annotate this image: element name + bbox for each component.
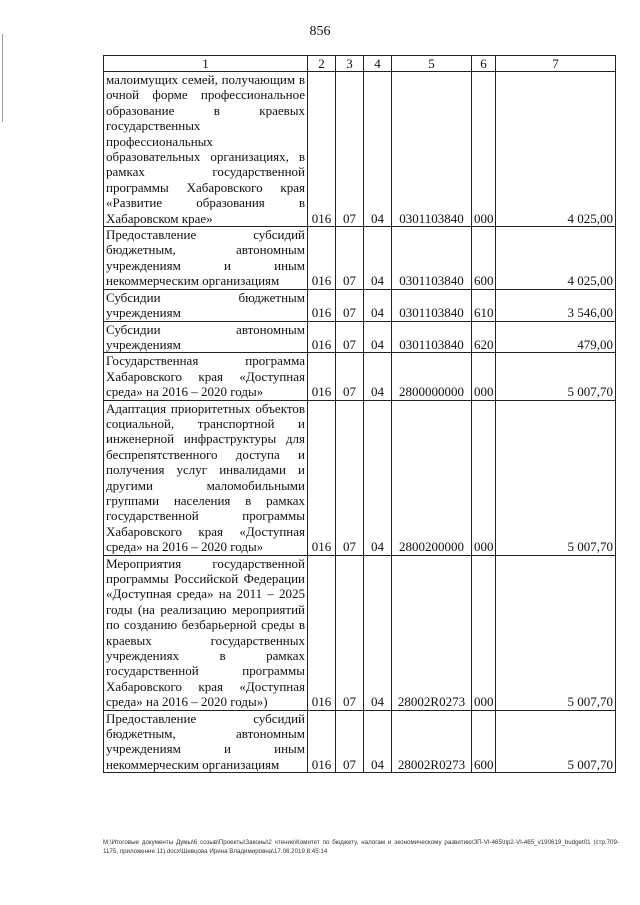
header-col-4: 4	[364, 56, 392, 72]
row-name: Предоставление субсидий бюджетным, автономным учреждениям и иным некоммерческим организациям	[104, 227, 308, 290]
table-row	[104, 289, 616, 321]
header-col-6: 6	[472, 56, 496, 72]
row-name: Предоставление субсидий бюджетным, автономным учреждениям и иным некоммерческим организациям	[104, 710, 308, 773]
header-col-1: 1	[104, 56, 308, 72]
section-code: 07	[336, 72, 364, 227]
table-header-row	[104, 56, 616, 72]
section-code: 07	[336, 227, 364, 290]
amount: 479,00	[496, 321, 616, 353]
expense-code: 600	[472, 227, 496, 290]
document-path-footer: M:\Итоговые документы Думы\6 созыв\Проекты\Законы\2 чтение\Комитет по бюджету, налогам и экономическому развитию\ЗП-VI-465\пр2-VI-465_v190619_budget01 (стр.709-1175, приложение 11).docx\Шевцова Ирина Владимировна\17.06.2019 8:45:14	[103, 839, 619, 855]
ministry-code: 016	[308, 72, 336, 227]
amount: 5 007,70	[496, 400, 616, 555]
ministry-code: 016	[308, 400, 336, 555]
header-col-7: 7	[496, 56, 616, 72]
subsection-code: 04	[364, 227, 392, 290]
header-col-2: 2	[308, 56, 336, 72]
target-code: 2800200000	[392, 400, 472, 555]
table-row	[104, 555, 616, 710]
subsection-code: 04	[364, 555, 392, 710]
row-name: Субсидии бюджетным учреждениям	[104, 289, 308, 321]
target-code: 28002R0273	[392, 710, 472, 773]
page-number: 856	[309, 24, 331, 39]
target-code: 28002R0273	[392, 555, 472, 710]
table-row	[104, 72, 616, 227]
ministry-code: 016	[308, 227, 336, 290]
expense-code: 000	[472, 555, 496, 710]
section-code: 07	[336, 353, 364, 400]
subsection-code: 04	[364, 400, 392, 555]
target-code: 2800000000	[392, 353, 472, 400]
table-row	[104, 400, 616, 555]
target-code: 0301103840	[392, 321, 472, 353]
header-col-5: 5	[392, 56, 472, 72]
subsection-code: 04	[364, 710, 392, 773]
ministry-code: 016	[308, 289, 336, 321]
amount: 3 546,00	[496, 289, 616, 321]
expense-code: 000	[472, 72, 496, 227]
ministry-code: 016	[308, 710, 336, 773]
header-col-3: 3	[336, 56, 364, 72]
table-row	[104, 321, 616, 353]
row-name: малоимущих семей, получающим в очной форме профессиональное образование в краевых государственных профессиональных образовательных организациях, в рамках государственной программы Хабаровского края «Развитие образования в Хабаровском крае»	[104, 72, 308, 227]
ministry-code: 016	[308, 321, 336, 353]
amount: 5 007,70	[496, 710, 616, 773]
target-code: 0301103840	[392, 289, 472, 321]
expense-code: 620	[472, 321, 496, 353]
budget-table	[103, 55, 616, 773]
row-name: Мероприятия государственной программы Российской Федерации «Доступная среда» на 2011 – 2025 годы (на реализацию мероприятий по созданию безбарьерной среды в краевых государственных учреждениях в рамках государственной программы Хабаровского края «Доступная среда» на 2016 – 2020 годы»)	[104, 555, 308, 710]
ministry-code: 016	[308, 353, 336, 400]
section-code: 07	[336, 555, 364, 710]
margin-mark	[2, 34, 3, 122]
table-row	[104, 710, 616, 773]
amount: 4 025,00	[496, 72, 616, 227]
row-name: Субсидии автономным учреждениям	[104, 321, 308, 353]
ministry-code: 016	[308, 555, 336, 710]
expense-code: 000	[472, 400, 496, 555]
expense-code: 610	[472, 289, 496, 321]
target-code: 0301103840	[392, 227, 472, 290]
target-code: 0301103840	[392, 72, 472, 227]
expense-code: 600	[472, 710, 496, 773]
section-code: 07	[336, 710, 364, 773]
row-name: Адаптация приоритетных объектов социальной, транспортной и инженерной инфраструктуры для беспрепятственного доступа и получения услуг инвалидами и другими маломобильными группами населения в рамках государственной программы Хабаровского края «Доступная среда» на 2016 – 2020 годы»	[104, 400, 308, 555]
amount: 4 025,00	[496, 227, 616, 290]
amount: 5 007,70	[496, 353, 616, 400]
subsection-code: 04	[364, 289, 392, 321]
section-code: 07	[336, 400, 364, 555]
expense-code: 000	[472, 353, 496, 400]
subsection-code: 04	[364, 72, 392, 227]
subsection-code: 04	[364, 321, 392, 353]
subsection-code: 04	[364, 353, 392, 400]
row-name: Государственная программа Хабаровского края «Доступная среда» на 2016 – 2020 годы»	[104, 353, 308, 400]
table-row	[104, 227, 616, 290]
section-code: 07	[336, 289, 364, 321]
section-code: 07	[336, 321, 364, 353]
amount: 5 007,70	[496, 555, 616, 710]
table-row	[104, 353, 616, 400]
